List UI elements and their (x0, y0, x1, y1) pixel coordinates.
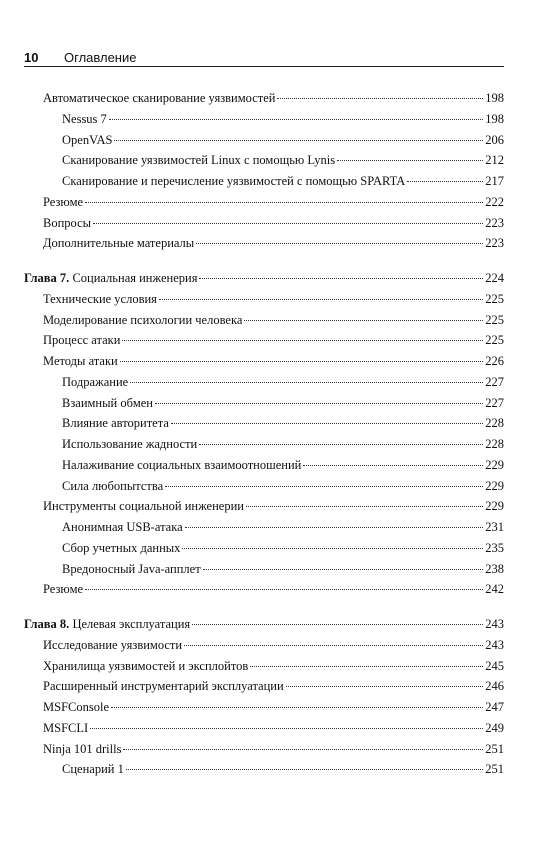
toc-entry-label: Технические условия (43, 291, 157, 306)
toc-entry-label: Анонимная USB-атака (62, 520, 183, 534)
toc-entry[interactable] (24, 372, 504, 393)
toc-page-number: 225 (485, 333, 504, 348)
toc-entry[interactable] (24, 88, 504, 109)
toc-entry[interactable] (24, 656, 504, 677)
dot-leader (159, 299, 483, 300)
toc-entry[interactable] (24, 455, 504, 476)
toc-entry[interactable] (24, 413, 504, 434)
dot-leader (111, 707, 483, 708)
toc-page-number: 229 (485, 457, 504, 472)
dot-leader (85, 589, 483, 590)
toc-entry[interactable] (24, 635, 504, 656)
toc-page-number: 225 (485, 291, 504, 306)
dot-leader (126, 769, 483, 770)
toc-page-number: 226 (485, 354, 504, 368)
toc-page-number: 235 (485, 540, 504, 555)
dot-leader (93, 223, 483, 224)
toc-section-chapter7 (24, 289, 504, 600)
toc-entry[interactable] (24, 697, 504, 718)
toc-entry[interactable] (24, 150, 504, 171)
dot-leader (114, 140, 483, 141)
toc-page-number: 222 (485, 194, 504, 209)
toc-entry[interactable] (24, 676, 504, 697)
dot-leader (182, 548, 483, 549)
dot-leader (171, 423, 483, 424)
toc-page-number: 243 (485, 617, 504, 631)
toc-entry[interactable] (24, 351, 504, 372)
dot-leader (85, 202, 483, 203)
toc-entry-label: Налаживание социальных взаимоотношений (62, 457, 302, 472)
dot-leader (122, 340, 483, 341)
dot-leader (250, 666, 483, 667)
toc-page-number: 224 (485, 271, 504, 285)
dot-leader (199, 444, 483, 445)
toc-entry[interactable] (24, 310, 504, 331)
dot-leader (90, 728, 483, 729)
toc-entry-label: Вопросы (43, 215, 92, 230)
toc-entry-label: MSFConsole (43, 700, 109, 714)
toc-entry-label: Сканирование уязвимостей Linux с помощью Lynis (62, 153, 336, 168)
toc-entry-label: Сила любопытства (62, 478, 164, 493)
toc-page-number: 228 (485, 437, 504, 451)
toc-entry-label: Моделирование психологии человека (43, 312, 243, 327)
dot-leader (109, 119, 483, 120)
toc-page-number: 228 (485, 416, 504, 431)
dot-leader (246, 506, 483, 507)
dot-leader (199, 278, 483, 279)
toc-entry-label: Взаимный обмен (62, 395, 153, 410)
toc-entry[interactable] (24, 130, 504, 151)
toc-page-number: 245 (485, 658, 504, 673)
toc-entry[interactable] (24, 718, 504, 739)
toc-entry-label: Хранилища уязвимостей и эксплойтов (43, 658, 249, 673)
dot-leader (277, 98, 483, 99)
toc-chapter-label (24, 614, 190, 635)
toc-entry[interactable] (24, 759, 504, 780)
dot-leader (130, 382, 483, 383)
toc-entry-label: Процесс атаки (43, 333, 121, 348)
toc-page-number: 225 (485, 312, 504, 327)
toc-entry[interactable] (24, 517, 504, 538)
toc-page-number: 247 (485, 700, 504, 714)
toc-page-number: 246 (485, 679, 504, 694)
toc-entry-label: MSFCLI (43, 720, 89, 735)
toc-entry-label: Сценарий 1 (62, 762, 124, 777)
toc-page-number: 227 (485, 374, 504, 389)
toc-entry-label: Nessus 7 (62, 111, 107, 126)
toc-entry-label: Дополнительные материалы (43, 236, 195, 251)
running-title: Оглавление (64, 50, 137, 65)
dot-leader (192, 624, 483, 625)
toc-page-number: 249 (485, 720, 504, 735)
toc-page-number: 198 (485, 111, 504, 126)
toc-page-number: 243 (485, 637, 504, 652)
toc-entry-label: OpenVAS (62, 132, 113, 147)
section-gap (24, 254, 504, 268)
toc-page-number: 223 (485, 215, 504, 230)
toc-entry-label: Инструменты социальной инженерии (43, 499, 244, 514)
toc-entry[interactable] (24, 579, 504, 600)
chapter-title: Социальная инженерия (72, 271, 198, 285)
dot-leader (120, 361, 484, 362)
toc-entry-label: Исследование уязвимости (43, 637, 183, 652)
toc-page-number: 251 (485, 741, 504, 756)
dot-leader (407, 181, 483, 182)
toc-entry-label: Автоматическое сканирование уязвимостей (43, 91, 276, 105)
toc-entry-label: Влияние авторитета (62, 416, 169, 431)
dot-leader (286, 686, 484, 687)
toc-page-number: 223 (485, 236, 504, 251)
toc-page-number: 217 (485, 174, 504, 188)
toc-entry-label: Подражание (62, 374, 129, 389)
toc-chapter-8[interactable] (24, 614, 504, 635)
toc-entry[interactable] (24, 559, 504, 580)
table-of-contents (24, 88, 504, 780)
page-number: 10 (24, 50, 39, 65)
toc-entry-label: Резюме (43, 582, 84, 597)
chapter-prefix: Глава 8. (24, 617, 70, 631)
dot-leader (185, 527, 484, 528)
toc-entry-label: Методы атаки (43, 354, 118, 368)
toc-page-number: 198 (485, 91, 504, 105)
dot-leader (303, 465, 483, 466)
toc-page-number: 242 (485, 582, 504, 597)
toc-page-number: 231 (485, 520, 504, 534)
dot-leader (203, 569, 484, 570)
toc-entry[interactable] (24, 109, 504, 130)
toc-entry[interactable] (24, 739, 504, 760)
toc-entry[interactable] (24, 233, 504, 254)
toc-entry-label: Использование жадности (62, 437, 198, 451)
toc-entry[interactable] (24, 213, 504, 234)
toc-chapter-7[interactable] (24, 268, 504, 289)
running-header (24, 46, 504, 67)
toc-page-number: 251 (485, 762, 504, 777)
dot-leader (155, 403, 483, 404)
toc-entry[interactable] (24, 171, 504, 192)
dot-leader (123, 749, 483, 750)
toc-entry[interactable] (24, 393, 504, 414)
section-gap (24, 600, 504, 614)
toc-section-chapter8 (24, 635, 504, 780)
toc-entry[interactable] (24, 496, 504, 517)
toc-page-number: 212 (485, 153, 504, 168)
toc-page-number: 227 (485, 395, 504, 410)
toc-section-chapter6-tail (24, 88, 504, 254)
dot-leader (184, 645, 483, 646)
toc-page-number: 229 (485, 478, 504, 493)
toc-page-number: 238 (485, 561, 504, 576)
toc-entry[interactable] (24, 476, 504, 497)
toc-entry[interactable] (24, 192, 504, 213)
chapter-title: Целевая эксплуатация (72, 617, 191, 631)
toc-page-number: 229 (485, 499, 504, 514)
toc-page-number: 206 (485, 132, 504, 147)
toc-entry-label: Резюме (43, 194, 84, 209)
toc-entry[interactable] (24, 434, 504, 455)
chapter-prefix: Глава 7. (24, 271, 70, 285)
toc-entry-label: Сканирование и перечисление уязвимостей с помощью SPARTA (62, 174, 406, 188)
dot-leader (165, 486, 483, 487)
toc-entry-label: Расширенный инструментарий эксплуатации (43, 679, 284, 694)
toc-entry-label: Ninja 101 drills (43, 741, 122, 756)
toc-entry-label: Сбор учетных данных (62, 540, 181, 555)
toc-entry[interactable] (24, 330, 504, 351)
toc-entry-label: Вредоносный Java-апплет (62, 561, 201, 576)
toc-chapter-label (24, 268, 197, 289)
dot-leader (337, 160, 483, 161)
toc-entry[interactable] (24, 538, 504, 559)
toc-entry[interactable] (24, 289, 504, 310)
dot-leader (196, 243, 483, 244)
dot-leader (244, 320, 483, 321)
